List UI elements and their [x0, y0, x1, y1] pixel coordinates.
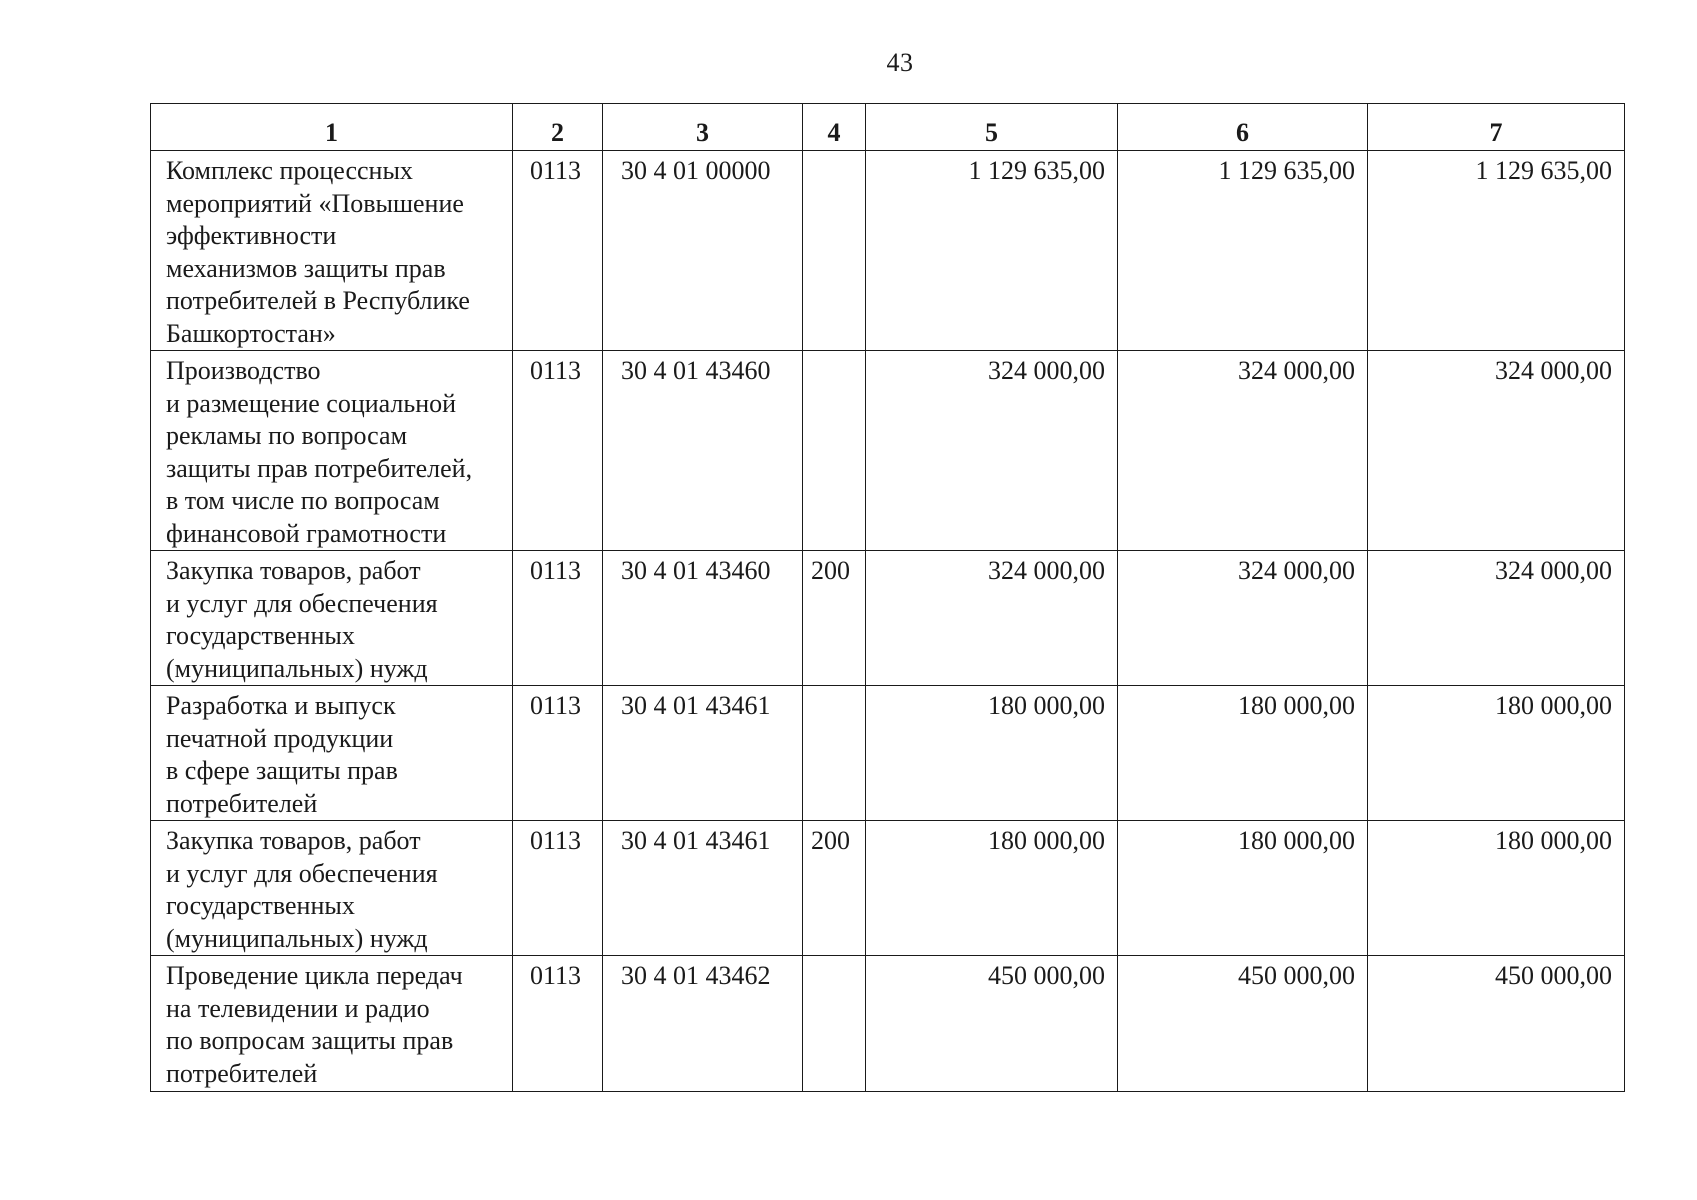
item-name-line: потребителей в Республике — [166, 286, 470, 315]
table-row — [151, 821, 1625, 956]
expense-type-cell: 200 — [803, 821, 866, 956]
item-name-line: мероприятий «Повышение — [166, 188, 464, 218]
item-name-line: (муниципальных) нужд — [166, 653, 428, 683]
item-name-line: Закупка товаров, работ — [166, 556, 421, 585]
item-name-line: Закупка товаров, работ — [166, 826, 421, 855]
amount-cell-col7: 180 000,00 — [1368, 686, 1625, 821]
column-header-2: 2 — [513, 104, 603, 151]
item-name-cell — [151, 686, 513, 821]
item-name-line: рекламы по вопросам — [166, 421, 408, 450]
amount-cell-col6: 180 000,00 — [1118, 686, 1368, 821]
expense-type-cell — [803, 351, 866, 551]
item-name-cell — [151, 956, 513, 1092]
table-row — [151, 551, 1625, 686]
expense-type-cell — [803, 686, 866, 821]
target-article-cell: 30 4 01 00000 — [603, 151, 803, 351]
amount-cell-col5: 180 000,00 — [866, 686, 1118, 821]
item-name-cell — [151, 821, 513, 956]
item-name-line: защиты прав потребителей, — [166, 453, 473, 483]
amount-cell-col6: 1 129 635,00 — [1118, 151, 1368, 351]
target-article-cell: 30 4 01 43462 — [603, 956, 803, 1092]
column-header-5: 5 — [866, 104, 1118, 151]
item-name-cell — [151, 551, 513, 686]
column-header-3: 3 — [603, 104, 803, 151]
page-number: 43 — [886, 48, 914, 77]
amount-cell-col7: 324 000,00 — [1368, 551, 1625, 686]
item-name-line: потребителей — [166, 1058, 318, 1088]
amount-cell-col5: 324 000,00 — [866, 551, 1118, 686]
item-name-line: печатной продукции — [166, 723, 394, 753]
amount-cell-col6: 450 000,00 — [1118, 956, 1368, 1092]
item-name-cell — [151, 151, 513, 351]
item-name-line: (муниципальных) нужд — [166, 923, 428, 953]
amount-cell-col7: 450 000,00 — [1368, 956, 1625, 1092]
item-name-line: в сфере защиты прав — [166, 756, 398, 785]
item-name-line: и услуг для обеспечения — [166, 588, 438, 618]
expense-type-cell — [803, 151, 866, 351]
column-header-4: 4 — [803, 104, 866, 151]
item-name-line: и размещение социальной — [166, 388, 457, 418]
amount-cell-col5: 1 129 635,00 — [866, 151, 1118, 351]
amount-cell-col6: 324 000,00 — [1118, 551, 1368, 686]
item-name-line: государственных — [166, 621, 355, 650]
target-article-cell: 30 4 01 43461 — [603, 686, 803, 821]
column-header-6: 6 — [1118, 104, 1368, 151]
section-code-cell: 0113 — [513, 686, 603, 821]
item-name-line: в том числе по вопросам — [166, 486, 440, 515]
item-name-line: механизмов защиты прав — [166, 253, 446, 283]
table-row — [151, 151, 1625, 351]
item-name-line: на телевидении и радио — [166, 993, 430, 1023]
amount-cell-col7: 180 000,00 — [1368, 821, 1625, 956]
section-code-cell: 0113 — [513, 551, 603, 686]
amount-cell-col7: 324 000,00 — [1368, 351, 1625, 551]
amount-cell-col5: 180 000,00 — [866, 821, 1118, 956]
expense-type-cell: 200 — [803, 551, 866, 686]
table-row — [151, 351, 1625, 551]
item-name-cell — [151, 351, 513, 551]
target-article-cell: 30 4 01 43460 — [603, 551, 803, 686]
item-name-line: Проведение цикла передач — [166, 961, 463, 990]
item-name-line: Комплекс процессных — [166, 156, 413, 185]
section-code-cell: 0113 — [513, 956, 603, 1092]
target-article-cell: 30 4 01 43460 — [603, 351, 803, 551]
item-name-line: государственных — [166, 891, 355, 920]
target-article-cell: 30 4 01 43461 — [603, 821, 803, 956]
item-name-line: по вопросам защиты прав — [166, 1026, 454, 1055]
section-code-cell: 0113 — [513, 151, 603, 351]
amount-cell-col6: 324 000,00 — [1118, 351, 1368, 551]
budget-table — [150, 103, 1625, 1092]
item-name-line: эффективности — [166, 221, 337, 250]
amount-cell-col5: 324 000,00 — [866, 351, 1118, 551]
section-code-cell: 0113 — [513, 821, 603, 956]
item-name-line: и услуг для обеспечения — [166, 858, 438, 888]
item-name-line: потребителей — [166, 788, 318, 818]
table-header-row — [151, 104, 1625, 151]
column-header-7: 7 — [1368, 104, 1625, 151]
amount-cell-col6: 180 000,00 — [1118, 821, 1368, 956]
table-row — [151, 686, 1625, 821]
item-name-line: Разработка и выпуск — [166, 691, 396, 720]
table-row — [151, 956, 1625, 1092]
column-header-1: 1 — [151, 104, 513, 151]
amount-cell-col5: 450 000,00 — [866, 956, 1118, 1092]
item-name-line: финансовой грамотности — [166, 518, 447, 548]
expense-type-cell — [803, 956, 866, 1092]
item-name-line: Производство — [166, 356, 321, 385]
item-name-line: Башкортостан» — [166, 318, 336, 348]
amount-cell-col7: 1 129 635,00 — [1368, 151, 1625, 351]
section-code-cell: 0113 — [513, 351, 603, 551]
